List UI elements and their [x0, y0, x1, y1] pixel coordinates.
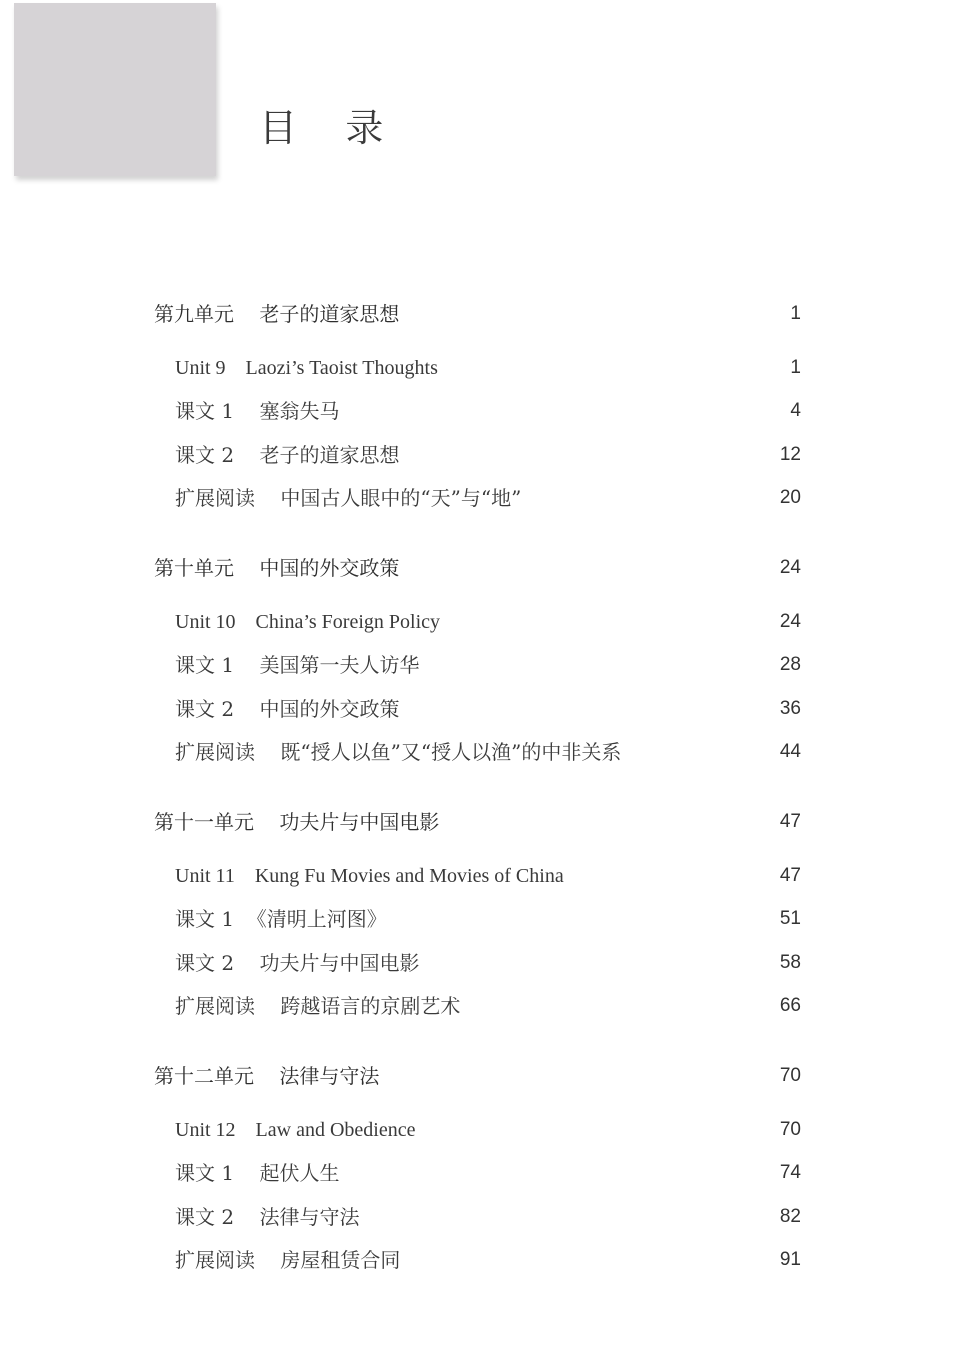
entry-label: Unit 9 Laozi’s Taoist Thoughts — [175, 357, 438, 379]
page-number: 24 — [779, 557, 801, 578]
page-number: 82 — [779, 1206, 801, 1227]
page-number: 20 — [779, 487, 801, 508]
entry-label: 扩展阅读 房屋租赁合同 — [175, 1248, 401, 1272]
entry-label: 课文 1 《清明上河图》 — [175, 907, 387, 931]
entry-label: Unit 11 Kung Fu Movies and Movies of China — [175, 865, 564, 887]
page-number: 47 — [779, 865, 801, 886]
toc-entry[interactable] — [0, 440, 960, 470]
page-number: 66 — [779, 995, 801, 1016]
unit-heading-label: 第十单元 中国的外交政策 — [154, 556, 400, 580]
page-number: 58 — [779, 952, 801, 973]
toc-entry[interactable] — [0, 1115, 960, 1145]
entry-label: Unit 12 Law and Obedience — [175, 1119, 416, 1141]
entry-label: 课文 2 老子的道家思想 — [175, 443, 400, 467]
unit-heading-label: 第十二单元 法律与守法 — [154, 1064, 380, 1088]
entry-label: 课文 2 法律与守法 — [175, 1205, 360, 1229]
toc-entry[interactable] — [0, 737, 960, 767]
page-number: 70 — [779, 1065, 801, 1086]
toc-entry[interactable] — [0, 948, 960, 978]
page-title: 目 录 — [259, 106, 384, 150]
toc-entry[interactable] — [0, 607, 960, 637]
entry-label: 课文 1 塞翁失马 — [175, 399, 340, 423]
page-number: 24 — [779, 611, 801, 632]
toc-entry[interactable] — [0, 904, 960, 934]
toc-entry[interactable] — [0, 991, 960, 1021]
entry-label: 课文 2 中国的外交政策 — [175, 697, 400, 721]
toc-unit-heading-12[interactable] — [0, 1061, 960, 1091]
toc-entry[interactable] — [0, 483, 960, 513]
page-number: 51 — [779, 908, 801, 929]
toc-entry[interactable] — [0, 396, 960, 426]
toc-entry[interactable] — [0, 861, 960, 891]
toc-unit-heading-10[interactable] — [0, 553, 960, 583]
page-number: 12 — [779, 444, 801, 465]
page-number: 44 — [779, 741, 801, 762]
entry-label: 扩展阅读 既“授人以鱼”又“授人以渔”的中非关系 — [175, 740, 622, 764]
entry-label: Unit 10 China’s Foreign Policy — [175, 611, 440, 633]
page-number: 28 — [779, 654, 801, 675]
toc-unit-heading-9[interactable] — [0, 299, 960, 329]
unit-heading-label: 第十一单元 功夫片与中国电影 — [154, 810, 440, 834]
page-number: 74 — [779, 1162, 801, 1183]
entry-label: 扩展阅读 中国古人眼中的“天”与“地” — [175, 486, 522, 510]
entry-label: 课文 2 功夫片与中国电影 — [175, 951, 420, 975]
entry-label: 扩展阅读 跨越语言的京剧艺术 — [175, 994, 461, 1018]
entry-label: 课文 1 美国第一夫人访华 — [175, 653, 420, 677]
page-number: 4 — [790, 400, 801, 421]
toc-entry[interactable] — [0, 1245, 960, 1275]
page-number: 91 — [779, 1249, 801, 1270]
decorative-gray-block — [14, 3, 216, 176]
page-number: 1 — [790, 357, 801, 378]
page-number: 70 — [779, 1119, 801, 1140]
toc-entry[interactable] — [0, 650, 960, 680]
page-number: 36 — [779, 698, 801, 719]
unit-heading-label: 第九单元 老子的道家思想 — [154, 302, 400, 326]
entry-label: 课文 1 起伏人生 — [175, 1161, 340, 1185]
toc-entry[interactable] — [0, 1202, 960, 1232]
page-number: 47 — [779, 811, 801, 832]
toc-unit-heading-11[interactable] — [0, 807, 960, 837]
toc-entry[interactable] — [0, 353, 960, 383]
toc-entry[interactable] — [0, 1158, 960, 1188]
page-number: 1 — [790, 303, 801, 324]
toc-entry[interactable] — [0, 694, 960, 724]
